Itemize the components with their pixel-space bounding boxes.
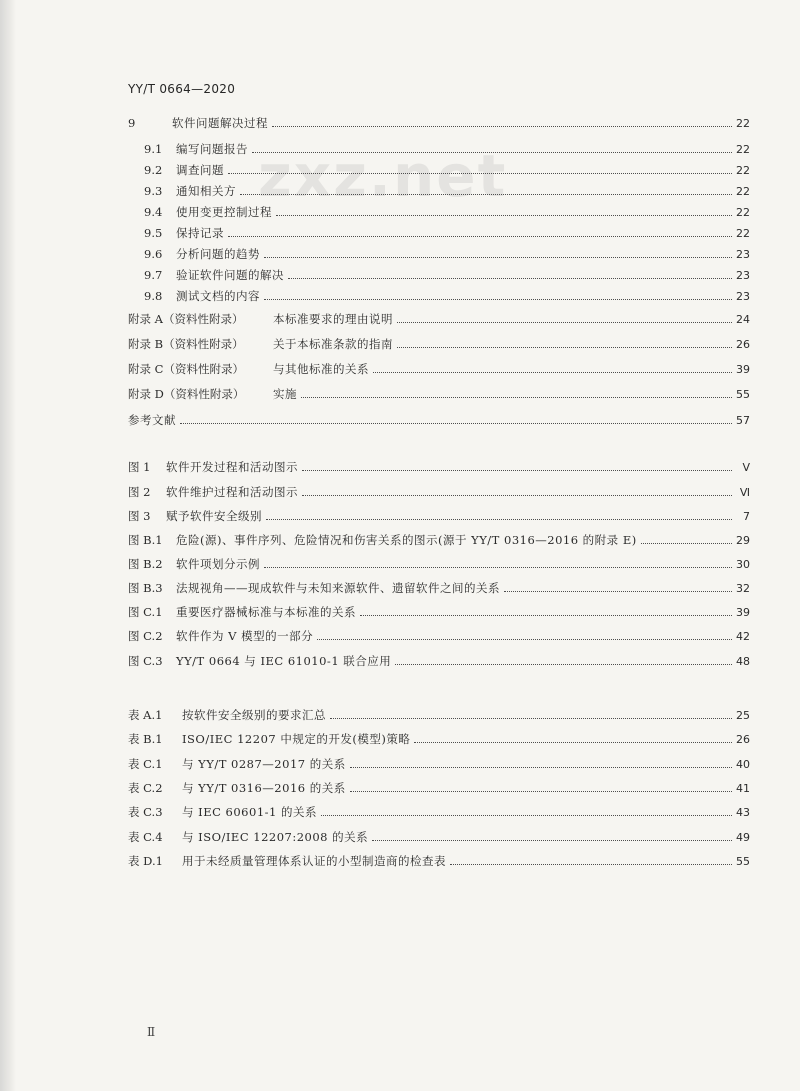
figure-entry[interactable] <box>128 651 750 671</box>
figure-title: 软件作为 V 模型的一部分 <box>176 629 314 643</box>
section-page: 22 <box>736 163 750 177</box>
section-entry[interactable] <box>144 139 750 159</box>
table-page: 25 <box>736 708 750 722</box>
figure-title: 危险(源)、事件序列、危险情况和伤害关系的图示(源于 YY/T 0316—2016 的附录 E) <box>176 533 637 547</box>
dot-leader <box>302 495 732 496</box>
section-page: 39 <box>736 362 750 376</box>
figure-entry[interactable] <box>128 482 750 502</box>
section-title: 本标准要求的理由说明 <box>273 312 393 326</box>
figure-number: 图 2 <box>128 485 151 499</box>
table-entry[interactable] <box>128 754 750 774</box>
figure-number: 图 B.2 <box>128 557 163 571</box>
dot-leader <box>372 840 732 841</box>
table-page: 49 <box>736 830 750 844</box>
section-title: 软件问题解决过程 <box>172 116 268 130</box>
figure-number: 图 C.1 <box>128 605 163 619</box>
table-entry[interactable] <box>128 802 750 822</box>
figure-number: 图 C.2 <box>128 629 163 643</box>
dot-leader <box>264 299 732 300</box>
figure-title: 重要医疗器械标准与本标准的关系 <box>176 605 356 619</box>
table-title: ISO/IEC 12207 中规定的开发(模型)策略 <box>182 732 411 746</box>
dot-leader <box>301 397 732 398</box>
figure-entry[interactable] <box>128 602 750 622</box>
table-title: 与 YY/T 0316—2016 的关系 <box>182 781 346 795</box>
table-title: 与 ISO/IEC 12207:2008 的关系 <box>182 830 369 844</box>
table-entry[interactable] <box>128 705 750 725</box>
section-entry[interactable] <box>128 113 750 133</box>
figure-entry[interactable] <box>128 578 750 598</box>
section-page: 23 <box>736 268 750 282</box>
dot-leader <box>288 278 732 279</box>
section-page: 22 <box>736 205 750 219</box>
table-entry[interactable] <box>128 851 750 871</box>
section-entry[interactable] <box>128 334 750 354</box>
section-number: 附录 B（资料性附录） <box>128 337 244 351</box>
dot-leader <box>264 257 732 258</box>
section-number: 附录 D（资料性附录） <box>128 387 245 401</box>
dot-leader <box>504 591 732 592</box>
section-number: 附录 C（资料性附录） <box>128 362 244 376</box>
dot-leader <box>350 791 732 792</box>
dot-leader <box>240 194 732 195</box>
figure-number: 图 3 <box>128 509 151 523</box>
figure-number: 图 B.1 <box>128 533 163 547</box>
table-page: 41 <box>736 781 750 795</box>
figure-page: 42 <box>736 629 750 643</box>
figure-page: Ⅵ <box>739 485 750 499</box>
figure-entry[interactable] <box>128 530 750 550</box>
dot-leader <box>330 718 732 719</box>
section-page: 55 <box>736 387 750 401</box>
page-number: Ⅱ <box>147 1025 156 1039</box>
section-entry[interactable] <box>128 309 750 329</box>
table-title: 与 IEC 60601-1 的关系 <box>182 805 317 819</box>
section-page: 23 <box>736 289 750 303</box>
section-entry[interactable] <box>144 265 750 285</box>
section-entry[interactable] <box>144 286 750 306</box>
figure-page: V <box>742 460 750 474</box>
section-title: 保持记录 <box>176 226 224 240</box>
figure-page: 29 <box>736 533 750 547</box>
table-number: 表 C.4 <box>128 830 163 844</box>
dot-leader <box>350 767 732 768</box>
table-entry[interactable] <box>128 778 750 798</box>
dot-leader <box>414 742 732 743</box>
section-title: 调查问题 <box>176 163 224 177</box>
figure-number: 图 1 <box>128 460 151 474</box>
section-page: 22 <box>736 116 750 130</box>
dot-leader <box>252 152 732 153</box>
section-entry[interactable] <box>144 244 750 264</box>
dot-leader <box>450 864 732 865</box>
section-page: 57 <box>736 413 750 427</box>
figure-number: 图 B.3 <box>128 581 163 595</box>
section-entry[interactable] <box>144 160 750 180</box>
watermark: zxz.net <box>258 142 508 210</box>
dot-leader <box>302 470 732 471</box>
figure-entry[interactable] <box>128 626 750 646</box>
document-header: YY/T 0664—2020 <box>128 82 236 96</box>
dot-leader <box>317 639 732 640</box>
figure-page: 30 <box>736 557 750 571</box>
section-page: 22 <box>736 184 750 198</box>
figure-entry[interactable] <box>128 554 750 574</box>
section-number: 9.5 <box>144 226 163 240</box>
figure-title: 软件开发过程和活动图示 <box>166 460 298 474</box>
section-number: 9.6 <box>144 247 163 261</box>
figure-page: 39 <box>736 605 750 619</box>
section-entry[interactable] <box>144 181 750 201</box>
dot-leader <box>264 567 732 568</box>
dot-leader <box>373 372 732 373</box>
table-title: 与 YY/T 0287—2017 的关系 <box>182 757 346 771</box>
dot-leader <box>397 347 732 348</box>
dot-leader <box>180 423 732 424</box>
figure-title: 法规视角——现成软件与未知来源软件、遗留软件之间的关系 <box>176 581 500 595</box>
figure-title: 赋予软件安全级别 <box>166 509 262 523</box>
figure-number: 图 C.3 <box>128 654 163 668</box>
table-title: 用于未经质量管理体系认证的小型制造商的检查表 <box>182 854 446 868</box>
section-entry[interactable] <box>128 410 750 430</box>
section-title: 通知相关方 <box>176 184 236 198</box>
dot-leader <box>276 215 732 216</box>
section-number: 9.2 <box>144 163 163 177</box>
section-number: 9.4 <box>144 205 163 219</box>
table-number: 表 C.1 <box>128 757 163 771</box>
section-title: 分析问题的趋势 <box>176 247 260 261</box>
section-number: 附录 A（资料性附录） <box>128 312 244 326</box>
table-number: 表 C.2 <box>128 781 163 795</box>
section-number: 9 <box>128 116 136 130</box>
section-entry[interactable] <box>128 384 750 404</box>
dot-leader <box>395 664 732 665</box>
table-entry[interactable] <box>128 729 750 749</box>
section-title: 验证软件问题的解决 <box>176 268 284 282</box>
section-title: 关于本标准条款的指南 <box>273 337 393 351</box>
figure-page: 48 <box>736 654 750 668</box>
dot-leader <box>272 126 732 127</box>
section-number: 9.1 <box>144 142 163 156</box>
figure-title: 软件项划分示例 <box>176 557 260 571</box>
table-number: 表 B.1 <box>128 732 163 746</box>
figure-entry[interactable] <box>128 457 750 477</box>
table-title: 按软件安全级别的要求汇总 <box>182 708 326 722</box>
table-entry[interactable] <box>128 827 750 847</box>
table-number: 表 D.1 <box>128 854 163 868</box>
section-page: 22 <box>736 226 750 240</box>
section-number: 9.8 <box>144 289 163 303</box>
figure-entry[interactable] <box>128 506 750 526</box>
figure-page: 7 <box>743 509 750 523</box>
dot-leader <box>228 236 732 237</box>
dot-leader <box>228 173 732 174</box>
dot-leader <box>321 815 732 816</box>
dot-leader <box>641 543 732 544</box>
section-title: 使用变更控制过程 <box>176 205 272 219</box>
section-number: 9.3 <box>144 184 163 198</box>
table-number: 表 C.3 <box>128 805 163 819</box>
table-page: 26 <box>736 732 750 746</box>
section-title: 编写问题报告 <box>176 142 248 156</box>
figure-title: 软件维护过程和活动图示 <box>166 485 298 499</box>
section-page: 22 <box>736 142 750 156</box>
figure-page: 32 <box>736 581 750 595</box>
section-entry[interactable] <box>144 223 750 243</box>
section-title: 参考文献 <box>128 413 176 427</box>
section-page: 23 <box>736 247 750 261</box>
figure-title: YY/T 0664 与 IEC 61010-1 联合应用 <box>176 654 392 668</box>
table-page: 55 <box>736 854 750 868</box>
table-page: 43 <box>736 805 750 819</box>
section-title: 测试文档的内容 <box>176 289 260 303</box>
section-title: 实施 <box>273 387 297 401</box>
section-page: 26 <box>736 337 750 351</box>
section-entry[interactable] <box>144 202 750 222</box>
section-title: 与其他标准的关系 <box>273 362 369 376</box>
dot-leader <box>360 615 732 616</box>
table-page: 40 <box>736 757 750 771</box>
section-page: 24 <box>736 312 750 326</box>
dot-leader <box>266 519 732 520</box>
dot-leader <box>397 322 732 323</box>
table-number: 表 A.1 <box>128 708 163 722</box>
section-entry[interactable] <box>128 359 750 379</box>
section-number: 9.7 <box>144 268 163 282</box>
